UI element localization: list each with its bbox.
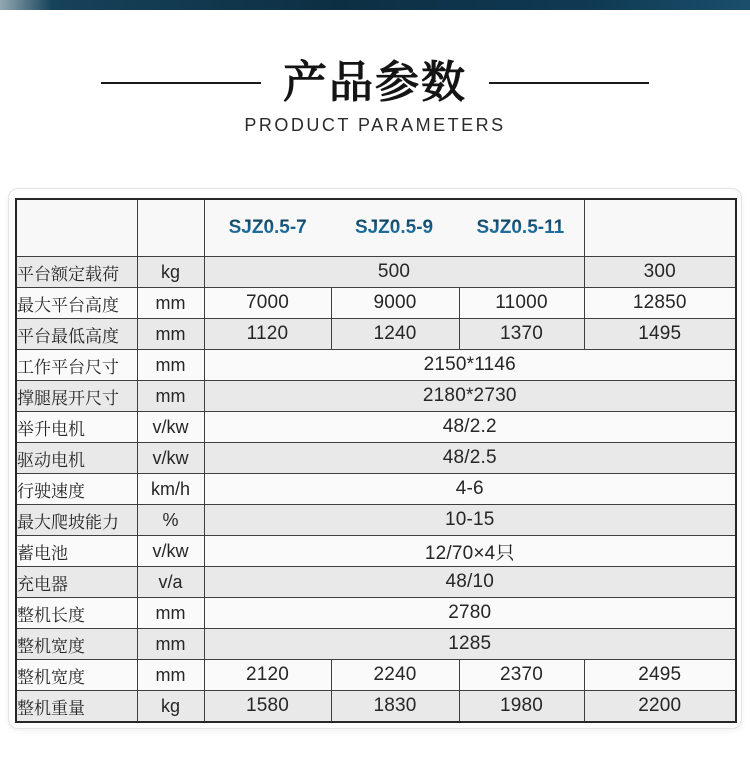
title-section — [0, 60, 750, 136]
spec-unit-cell: km/h — [137, 474, 204, 505]
spec-unit-cell: v/a — [137, 567, 204, 598]
spec-value-cell: 2120 — [204, 660, 331, 691]
model-name: SJZ0.5-11 — [457, 217, 583, 239]
spec-label-cell: 驱动电机 — [16, 443, 137, 474]
spec-label-cell: 整机宽度 — [16, 660, 137, 691]
spec-value-cell: 7000 — [204, 288, 331, 319]
model-column-header — [16, 199, 137, 257]
table-row — [16, 350, 736, 381]
spec-value-cell: 4-6 — [204, 474, 736, 505]
spec-value-cell: 1120 — [204, 319, 331, 350]
page-subtitle: PRODUCT PARAMETERS — [244, 115, 506, 136]
spec-value-cell: 9000 — [331, 288, 459, 319]
spec-label-cell: 充电器 — [16, 567, 137, 598]
table-row — [16, 474, 736, 505]
spec-value-cell: 2150*1146 — [204, 350, 736, 381]
spec-value-cell: 2240 — [331, 660, 459, 691]
spec-unit-cell: mm — [137, 288, 204, 319]
spec-label-cell: 整机长度 — [16, 598, 137, 629]
title-line-right — [489, 82, 649, 84]
parameters-card — [8, 188, 742, 729]
top-accent-bar — [0, 0, 750, 10]
table-row — [16, 567, 736, 598]
table-row — [16, 381, 736, 412]
spec-value-cell: 1285 — [204, 629, 736, 660]
spec-label-cell: 整机重量 — [16, 691, 137, 723]
spec-label-cell: 最大平台高度 — [16, 288, 137, 319]
spec-label-cell: 整机宽度 — [16, 629, 137, 660]
spec-unit-cell: mm — [137, 629, 204, 660]
spec-unit-cell: v/kw — [137, 412, 204, 443]
table-header-row — [16, 199, 736, 257]
model-name: SJZ0.5-7 — [205, 217, 331, 239]
spec-unit-cell: v/kw — [137, 443, 204, 474]
table-row — [16, 536, 736, 567]
table-row — [16, 319, 736, 350]
table-row — [16, 288, 736, 319]
spec-value-cell: 48/2.2 — [204, 412, 736, 443]
spec-unit-cell: kg — [137, 257, 204, 288]
spec-label-cell: 行驶速度 — [16, 474, 137, 505]
model-name: SJZ0.5-9 — [331, 217, 457, 239]
spec-unit-cell: % — [137, 505, 204, 536]
spec-value-cell: 2200 — [584, 691, 736, 723]
table-row — [16, 257, 736, 288]
spec-value-cell: 12/70×4只 — [204, 536, 736, 567]
spec-label-cell: 举升电机 — [16, 412, 137, 443]
spec-value-cell: 48/10 — [204, 567, 736, 598]
spec-unit-cell: mm — [137, 381, 204, 412]
spec-value-cell: 10-15 — [204, 505, 736, 536]
spec-value-cell: 1240 — [331, 319, 459, 350]
spec-value-cell: 1830 — [331, 691, 459, 723]
spec-label-cell: 最大爬坡能力 — [16, 505, 137, 536]
spec-unit-cell: mm — [137, 660, 204, 691]
table-row — [16, 691, 736, 723]
spec-unit-cell: v/kw — [137, 536, 204, 567]
spec-unit-cell: kg — [137, 691, 204, 723]
spec-unit-cell: mm — [137, 319, 204, 350]
model-name — [584, 199, 736, 257]
model-header-cell — [204, 199, 584, 257]
spec-value-cell: 2180*2730 — [204, 381, 736, 412]
spec-value-cell: 48/2.5 — [204, 443, 736, 474]
spec-value-cell: 11000 — [459, 288, 584, 319]
spec-unit-cell: mm — [137, 350, 204, 381]
spec-value-cell: 2370 — [459, 660, 584, 691]
spec-value-cell: 1370 — [459, 319, 584, 350]
table-row — [16, 598, 736, 629]
spec-value-cell: 2495 — [584, 660, 736, 691]
table-row — [16, 412, 736, 443]
spec-label-cell: 平台最低高度 — [16, 319, 137, 350]
spec-value-cell: 12850 — [584, 288, 736, 319]
product-parameters-table — [15, 198, 737, 723]
spec-unit-cell: mm — [137, 598, 204, 629]
page-title: 产品参数 — [283, 58, 467, 107]
spec-value-cell: 1980 — [459, 691, 584, 723]
spec-label-cell: 平台额定载荷 — [16, 257, 137, 288]
spec-label-cell: 撑腿展开尺寸 — [16, 381, 137, 412]
spec-value-cell: 300 — [584, 257, 736, 288]
unit-column-header — [137, 199, 204, 257]
spec-value-cell: 2780 — [204, 598, 736, 629]
table-row — [16, 660, 736, 691]
spec-value-cell: 1580 — [204, 691, 331, 723]
table-row — [16, 443, 736, 474]
spec-label-cell: 工作平台尺寸 — [16, 350, 137, 381]
spec-value-cell: 500 — [204, 257, 584, 288]
spec-label-cell: 蓄电池 — [16, 536, 137, 567]
spec-value-cell: 1495 — [584, 319, 736, 350]
table-row — [16, 629, 736, 660]
table-row — [16, 505, 736, 536]
title-line-left — [101, 82, 261, 84]
